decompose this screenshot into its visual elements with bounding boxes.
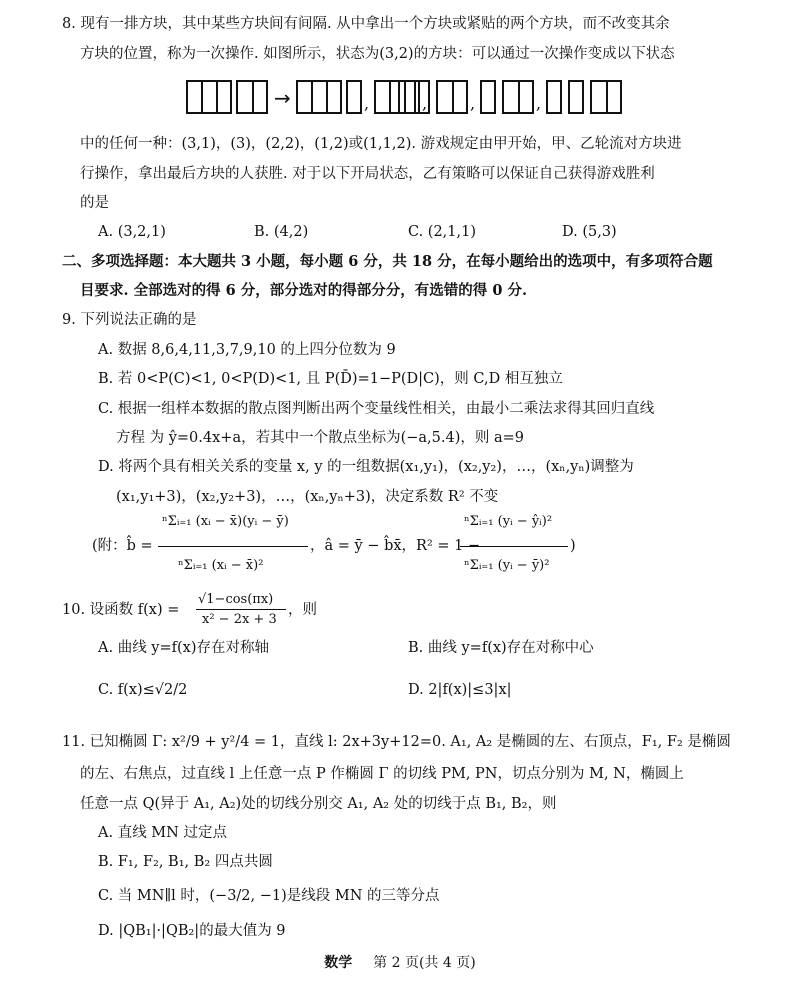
q11-option-d: D. |QB₁|·|QB₂|的最大值为 9 [98, 923, 286, 939]
q8-option-d: D. (5,3) [562, 224, 617, 240]
q8-option-a: A. (3,2,1) [98, 224, 166, 240]
q10-denominator: x² − 2x + 3 [202, 612, 277, 627]
separator-comma: , [470, 94, 476, 113]
footer-subject: 数学 [324, 955, 353, 971]
block-group-3 [186, 80, 232, 114]
section-2-header-line-1: 二、多项选择题：本大题共 3 小题，每小题 6 分，共 18 分，在每小题给出的选项中，有多项符合题 [62, 253, 713, 270]
formula-b-numerator: ⁿΣᵢ₌₁ (xᵢ − x̄)(yᵢ − ȳ) [162, 514, 289, 529]
block-group-2 [436, 80, 468, 114]
q8-line-4: 行操作，拿出最后方块的人获胜. 对于以下开局状态，乙有策略可以保证自己获得游戏胜利 [80, 166, 655, 182]
arrow-icon: → [274, 86, 291, 110]
q9-option-a: A. 数据 8,6,4,11,3,7,9,10 的上四分位数为 9 [98, 342, 396, 358]
fraction-bar [460, 546, 568, 547]
block-group-1 [546, 80, 562, 114]
block-group-2 [236, 80, 268, 114]
q9-option-d-line-2: (x₁,y₁+3)，(x₂,y₂+3)，…，(xₙ,yₙ+3)，决定系数 R² 不变 [116, 489, 499, 505]
formula-middle: ，â = ȳ − b̂x̄，R² = 1 − [310, 538, 481, 554]
formula-b-denominator: ⁿΣᵢ₌₁ (xᵢ − x̄)² [178, 558, 264, 573]
q9-option-c-line-2: 方程 为 ŷ=0.4x+a，若其中一个散点坐标为(−a,5.4)，则 a=9 [116, 430, 524, 446]
q9-stem: 9. 下列说法正确的是 [62, 312, 197, 328]
block-group-2 [590, 80, 622, 114]
formula-r-denominator: ⁿΣᵢ₌₁ (yᵢ − ȳ)² [464, 558, 550, 573]
q11-option-b: B. F₁, F₂, B₁, B₂ 四点共圆 [98, 854, 273, 870]
block-group-2 [502, 80, 534, 114]
block-group-3 [296, 80, 342, 114]
footer-page-number: 第 2 页(共 4 页) [373, 955, 476, 971]
q10-option-c: C. f(x)≤√2/2 [98, 682, 188, 698]
block-group-2 [398, 80, 430, 114]
q11-option-a: A. 直线 MN 过定点 [98, 825, 227, 841]
q10-option-b: B. 曲线 y=f(x)存在对称中心 [408, 640, 594, 656]
q8-line-5: 的是 [80, 195, 109, 211]
q9-option-d-line-1: D. 将两个具有相关关系的变量 x, y 的一组数据(x₁,y₁)，(x₂,y₂)，…，(xₙ,yₙ)调整为 [98, 459, 634, 475]
q10-stem-prefix: 10. 设函数 f(x) = [62, 602, 180, 618]
q9-option-c-line-1: C. 根据一组样本数据的散点图判断出两个变量线性相关，由最小二乘法求得其回归直线 [98, 401, 655, 417]
q10-numerator: √1−cos(πx) [198, 592, 274, 607]
section-2-header-line-2: 目要求. 全部选对的得 6 分，部分选对的得部分分，有选错的得 0 分. [80, 282, 528, 299]
formula-r-numerator: ⁿΣᵢ₌₁ (yᵢ − ŷᵢ)² [464, 514, 553, 529]
fraction-bar [158, 546, 308, 547]
q8-line-2: 方块的位置，称为一次操作. 如图所示，状态为(3,2)的方块：可以通过一次操作变成以下状态 [80, 46, 675, 62]
regression-formula [92, 508, 582, 586]
separator-comma: , [364, 94, 370, 113]
q10-stem-suffix: ，则 [288, 602, 317, 618]
block-group-1 [346, 80, 362, 114]
q11-line-1: 11. 已知椭圆 Γ: x²/9 + y²/4 = 1，直线 l: 2x+3y+12=0. A₁, A₂ 是椭圆的左、右顶点，F₁, F₂ 是椭圆 [62, 734, 731, 750]
q8-line-1: 8. 现有一排方块，其中某些方块间有间隔. 从中拿出一个方块或紧贴的两个方块，而不改变其余 [62, 16, 670, 32]
q9-option-b: B. 若 0<P(C)<1, 0<P(D)<1, 且 P(D̄)=1−P(D|C)，则 C,D 相互独立 [98, 371, 563, 387]
q10-option-a: A. 曲线 y=f(x)存在对称轴 [98, 640, 269, 656]
formula-suffix: ) [570, 538, 576, 554]
page-footer [0, 952, 800, 972]
q11-line-2: 的左、右焦点，过直线 l 上任意一点 P 作椭圆 Γ 的切线 PM, PN，切点分别为 M, N，椭圆上 [80, 766, 684, 782]
q8-option-c: C. (2,1,1) [408, 224, 477, 240]
separator-comma: , [422, 94, 428, 113]
block-group-1 [480, 80, 496, 114]
q11-line-3: 任意一点 Q(异于 A₁, A₂)处的切线分别交 A₁, A₂ 处的切线于点 B₁, B₂，则 [80, 796, 557, 812]
q11-option-c: C. 当 MN∥l 时，(−3/2, −1)是线段 MN 的三等分点 [98, 888, 440, 904]
q8-option-b: B. (4,2) [254, 224, 309, 240]
q10-option-d: D. 2|f(x)|≤3|x| [408, 682, 512, 698]
block-group-1 [568, 80, 584, 114]
formula-prefix: (附：b̂ = [92, 538, 153, 554]
q8-line-3: 中的任何一种：(3,1)，(3)，(2,2)，(1,2)或(1,1,2). 游戏规定由甲开始，甲、乙轮流对方块进 [80, 136, 682, 152]
separator-comma: , [536, 94, 542, 113]
